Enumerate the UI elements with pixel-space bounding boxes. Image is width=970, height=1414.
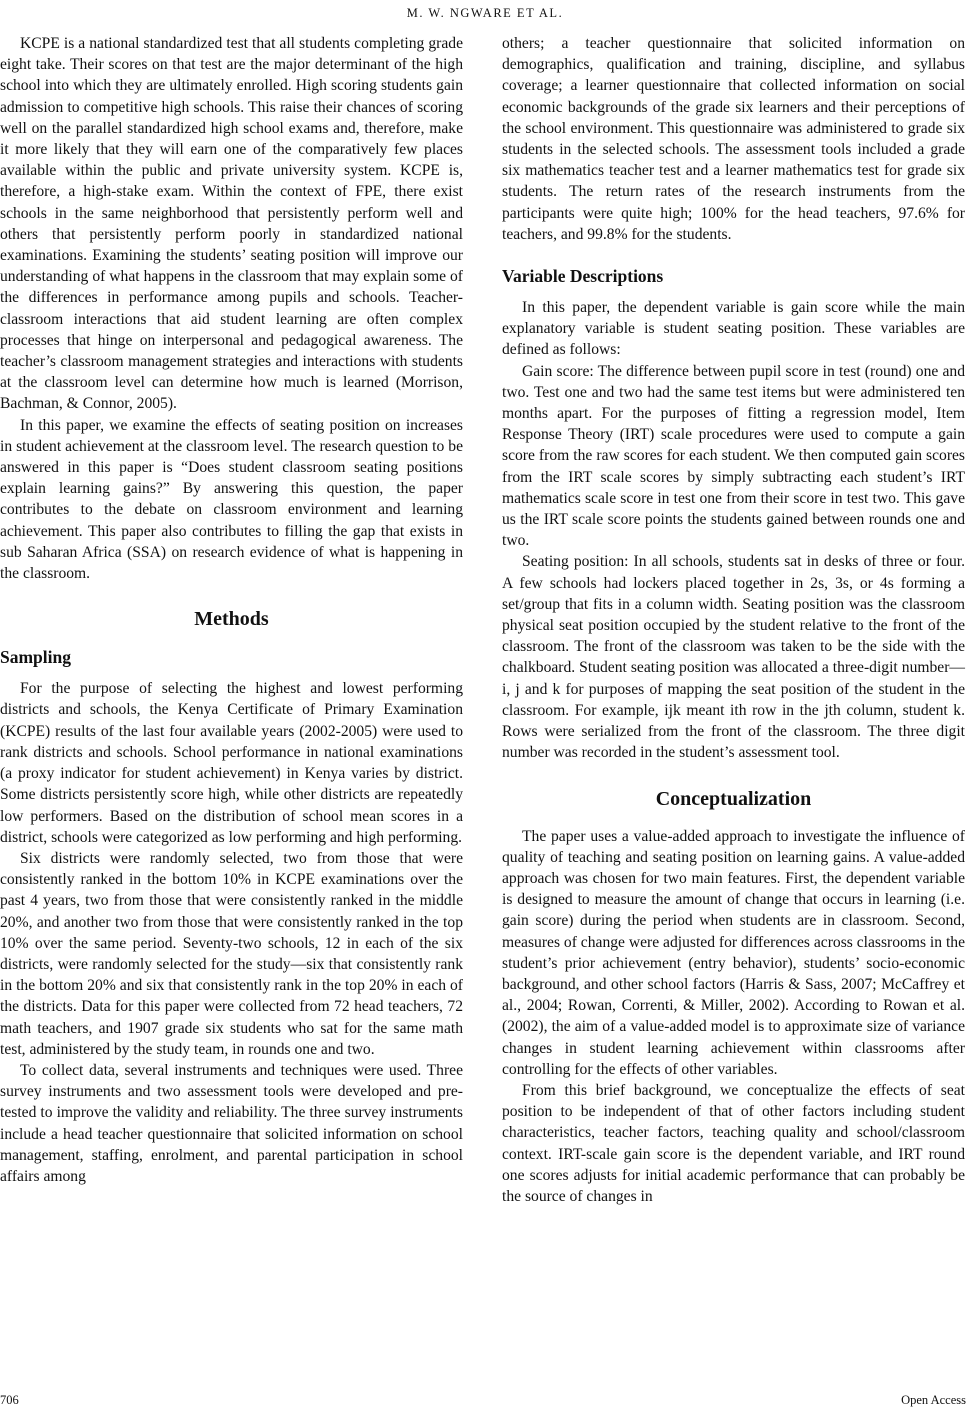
page-number: 706 (0, 1393, 19, 1407)
section-title-methods: Methods (194, 608, 269, 631)
paragraph-instruments: To collect data, several instruments and techniques were used. Three survey instruments and two assessment tools were developed and pre-tested to improve the validity and reliability. The three survey instruments include a head teacher questionnaire that solicited information on school management, staffing, enrolment, and parental participation in school affairs among (0, 1061, 463, 1185)
left-column (0, 33, 463, 1187)
paragraph-value-added: The paper uses a value-added approach to investigate the influence of quality of teaching and seating position on learning gains. A value-added approach was chosen for two main features. First, the dependent variable is designed to measure the amount of change that occurs in learning (i.e. gain score) during the period when students are in classroom. Second, measures of change were adjusted for differences across classrooms in the student’s prior achievement (entry behavior), students’ socio-economic background, and other school factors (Harris & Sass, 2007; McCaffrey et al., 2004; Rowan, Correnti, & Miller, 2002). According to Rowan et al. (2002), the aim of a value-added model is to approximate size of variance changes in student learning achievement within classrooms after controlling for the effects of other variables. (502, 827, 966, 1078)
paragraph-gain-score: Gain score: The difference between pupil score in test (round) one and two. Test one and two had the same test items but were administered ten months apart. For the purposes of fitting a regression model, Item Response Theory (IRT) scale procedures were used to compute a gain score from the raw scores for each student. We then computed gain scores from the IRT scale scores by simply subtracting each student’s IRT mathematics scale score in test one from their score in test two. This gave us the IRT scale score points the students gained between rounds one and two. (502, 362, 965, 550)
running-head: M. W. NGWARE ET AL. (406, 6, 564, 20)
paragraph-questionnaires: others; a teacher questionnaire that solicited information on demographics, qualification and training, discipline, and syllabus coverage; a learner questionnaire that collected information on social economic backgrounds of the grade six learners and their perceptions of the school environment. This questionnaire was administered to grade six students in the selected schools. The assessment tools included a grade six mathematics teacher test and a learner mathematics test for grade six students. The return rates of the research instruments from the participants were quite high; 100% for the head teachers, 97.6% for teachers, and 99.8% for the students. (502, 35, 965, 243)
publisher-label: Open Access (901, 1393, 966, 1407)
paragraph-seating-position: Seating position: In all schools, students sat in desks of three or four. A few schools had lockers placed together in 2s, 3s, or 4s forming a set/group that fits in a column width. Seating position was the classroom physical seat position occupied by the student relative to the front of the classroom. The front of the classroom was taken to be the side with the chalkboard. Student seating position was allocated a three-digit number—i, j and k for purposes of mapping the seat position of the student in the classroom. For example, ijk meant ith row in the jth column, student k. Rows were serialized from the front of the classroom. The three digit number was recorded in the student’s assessment tool. (502, 553, 965, 762)
paragraph-sampling-ranking: For the purpose of selecting the highest and lowest performing districts and schools, the Kenya Certificate of Primary Examination (KCPE) results of the last four available years (2002-2005) were used to rank districts and schools. School performance in national examinations (a proxy indicator for student achievement) in Kenya varies by district. Some districts persistently score high, while other districts are repeatedly low performers. Based on the distribution of school mean scores in a district, schools were categorized as low performing and high performing. (0, 680, 463, 846)
right-column (502, 33, 965, 1207)
paragraph-sampling-districts: Six districts were randomly selected, two from those that were consistently ranked in the bottom 10% in KCPE examinations over the past 4 years, two from those that were consistently ranked in the middle 20%, and another two from those that were consistently ranked in the top 10% over the same period. Seventy-two schools, 12 in each of the six districts, were randomly selected for the study—six that consistently rank in the bottom 20% and six that consistently rank in the top 20% in each of the districts. Data for this paper were collected from 72 head teachers, 72 math teachers, and 1907 grade six students who sat for the same math test, administered by the study team, in rounds one and two. (0, 849, 463, 1058)
section-title-conceptualization: Conceptualization (655, 787, 812, 810)
subhead-variable-descriptions: Variable Descriptions (502, 266, 664, 287)
paragraph-variables-intro: In this paper, the dependent variable is gain score while the main explanatory variable is student seating position. These variables are defined as follows: (502, 299, 965, 359)
paragraph-kcpe-context: KCPE is a national standardized test that all students completing grade eight take. Their scores on that test are the major determinant of the high school into which they are ultimately enrolled. High scoring students gain admission to competitive high schools. This raise their chances of scoring well on the parallel standardized high school exams and, therefore, make it more likely that they will earn one of the comparatively few places available within the public and private university system. KCPE is, therefore, a high-stake exam. Within the context of FPE, there exist schools in the same neighborhood that persistently perform well and others that persistently perform poorly in standardized national examinations. Examining the students’ seating position will improve our understanding of what happens in the classroom that may explain some of the differences in performance among pupils and schools. Teacher-classroom interactions that aid student learning are often complex processes that hinge on interpersonal and pedagogical awareness. The teacher’s classroom management strategies and interactions with students at the classroom level can determine how much is learned (Morrison, Bachman, & Connor, 2005). (0, 35, 463, 413)
paragraph-conceptual-model: From this brief background, we conceptualize the effects of seat position to be independent of that of other factors including student characteristics, teacher factors, teaching quality and school/classroom context. IRT-scale gain score is the dependent variable, and IRT round one scores adjusts for initial academic performance that can probably be the source of changes in (502, 1081, 965, 1205)
subhead-sampling: Sampling (0, 647, 71, 668)
paragraph-research-question: In this paper, we examine the effects of seating position on increases in student achievement at the classroom level. The research question to be answered in this paper is “Does student classroom seating positions explain learning gains?” By answering this question, the paper contributes to the debate on classroom environment and learning achievement. This paper also contributes to filling the gap that exists in sub Saharan Africa (SSA) on research evidence of what is happening in the classroom. (0, 416, 463, 583)
